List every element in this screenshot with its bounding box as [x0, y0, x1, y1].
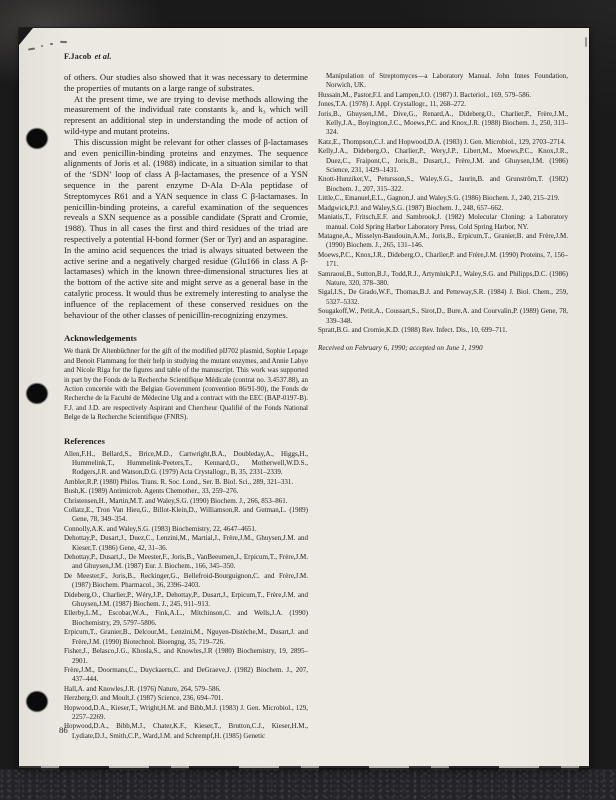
- reference-item: Matagne,A., Misselyn-Baudouin,A.M., Joris,B., Erpicum,T., Granier,B. and Frère,J.M. (1990) Biochem. J., 265, 131–146.: [318, 231, 568, 250]
- received-note: Received on February 6, 1990; accepted on June 1, 1990: [318, 344, 483, 353]
- reference-item: Dehottay,P., Dusart,J., De Meester,F., Joris,B., VanBeeumen,J., Erpicum,T., Frère,J.M. and Ghuysen,J.M. (1987) Eur. J. Biochem., 166, 345–350.: [64, 553, 308, 571]
- reference-item: Connolly,A.K. and Waley,S.G. (1983) Biochemistry, 22, 4647–4651.: [64, 524, 257, 533]
- running-head: [64, 52, 112, 61]
- reference-item: Bush,K. (1989) Antimicrob. Agents Chemother., 33, 259–276.: [64, 487, 239, 496]
- running-head-etal: et al.: [94, 52, 112, 61]
- scanner-background-texture: [0, 769, 616, 800]
- hole-punch: [27, 692, 47, 711]
- body-paragraph: of others. Our studies also showed that it was necessary to determine the properties of mutants on a large range of substrates.: [64, 72, 308, 93]
- acknowledgements-text: We thank Dr Altenbüchner for the gift of the modified pIJ702 plasmid, Sophie Lepage and Benoit Flammang for their help in studying the mutant enzymes, and Annie Labye and Nicole Riga for the figures and table of the manuscript. This work was supported in part by the Fonds de la Recherche Scientifique Médicale (contrat no. 3.4537.88), an Action concertée with the Belgian Government (convention 86/91-90), the Fonds de Recherche de la Faculté de Médecine Ulg and a contract with the EEC (BAP-0197-B). F.J. and J.D. are respectively Aspirant and Chercheur Qualifié of the Fonds National Belge de la Recherche Scientifique (FNRS).: [64, 347, 308, 422]
- references-list-right: [318, 72, 568, 335]
- reference-item: Dehottay,P., Dusart,J., Duez,C., Lenzini,M., Martial,J., Frère,J.M., Ghuysen,J.M. and Kieser,T. (1986) Gene, 42, 31–36.: [64, 534, 308, 552]
- reference-item: Fisher,J., Belasco,J.G., Khosla,S., and Knowles,J.R (1980) Biochemistry, 19, 2895–2901.: [64, 647, 308, 665]
- reference-item: Sigal,I.S., De Grado,W.F., Thomas,B.J. and Petteway,S.R. (1984) J. Biol. Chem., 259, 5327–5332.: [318, 288, 568, 306]
- reference-item: Katz,E., Thompson,C.J. and Hopwood,D.A. (1983) J. Gen. Microbiol., 129, 2703–2714.: [318, 137, 566, 146]
- acknowledgements-heading: Acknowledgements: [64, 333, 137, 344]
- reference-item: Knott-Hunziker,V., Petursson,S., Waley,S.G., Jaurin,B. and Grunström,T. (1982) Biochem. J., 207, 315–322.: [318, 175, 568, 193]
- reference-item: Kelly,J.A., Dideberg,O., Charlier,P., Wery,J.P., Libert,M., Moews,P.C., Knox,J.R., Duez,C., Fraipont,C., Joris,B., Dusart,J., Frère,J.M. and Ghuysen,J.M. (1986) Science, 231, 1429–1431.: [318, 147, 568, 175]
- body-text: [64, 72, 308, 320]
- reference-item: Maniatis,T., Fritsch,E.F. and Sambrook,J. (1982) Molecular Cloning: a Laboratory manual. Cold Spring Harbor Laboratory Press, Cold Spring Harbor, NY.: [318, 213, 568, 231]
- reference-item: Dideberg,O., Charlier,P., Wéry,J.P., Dehottay,P., Dusart,J., Erpicum,T., Frère,J.M. and Ghuysen,J.M. (1987) Biochem. J., 245, 911–913.: [64, 590, 308, 609]
- references-list-left: [64, 450, 308, 742]
- reference-item: Hall,A. and Knowles,J.R. (1976) Nature, 264, 579–586.: [64, 684, 221, 693]
- reference-item: Joris,B., Ghuysen,J.M., Dive,G., Renard,A., Dideberg,O., Charlier,P., Frère,J.M., Kelly,J.A., Boyington,J.C., Moews,P.C. and Knox,J.R. (1988) Biochem. J., 250, 313–324.: [318, 109, 568, 137]
- reference-item: Moews,P.C., Knox,J.R., Dideberg,O., Charlier,P. and Frère,J.M. (1990) Proteins, 7, 156–171.: [318, 250, 568, 269]
- reference-item: Allen,F.H., Bellard,S., Brice,M.D., Cartwright,B.A., Doubleday,A., Higgs,H., Hummelink,T., Hummelink-Peeters,T., Kennard,O., Motherwell,W.D.S., Rodgers,J.R. and Watson,D.G. (1979) Acta Crystallogr., B, 35, 2331–2339.: [64, 449, 308, 477]
- reference-item: Hopwood,D.A., Bibb,M.J., Chater,K.F., Kieser,T., Brutton,C.J., Kieser,H.M., Lydiate,D.J., Smith,C.P., Ward,J.M. and Schrempf,H. (1985) Genetic: [64, 722, 308, 740]
- reference-item: Hopwood,D.A., Kieser,T., Wright,H.M. and Bibb,M.J. (1983) J. Gen. Microbiol., 129, 2257–2269.: [64, 703, 308, 721]
- references-heading: References: [64, 435, 105, 446]
- reference-item: Spratt,B.G. and Cromie,K.D. (1988) Rev. Infect. Dis., 10, 699–711.: [318, 325, 508, 334]
- scan-smudge: [585, 37, 587, 47]
- body-paragraph: This discussion might be relevant for other classes of β-lactamases and even penicillin-binding proteins and enzymes. The sequence alignments of Joris et al. (1988) indicate, in a situation similar to that of the ‘SDN’ loop of class A β-lactamases, the presence of a YSN sequence in the parent enzyme D-Ala D-Ala peptidase of Streptomyces R61 and a YAN sequence in class C β-lactamases. In penicillin-binding proteins, a careful examination of the sequences reveals a SXN sequence as a possible candidate (Spratt and Cromie, 1988). Thus in all cases the first and third residues of the triad are respectively a potential H-bond former (Ser or Tyr) and an asparagine. In the amino acid sequences the triad is always situated between the active serine and a negatively charged residue (Glu166 in class A β-lactamases) which in the known three-dimensional structures lies at the bottom of the active site and might serve as a general base in the catalytic process. It would thus be extremely interesting to analyse the influence of the replacement of these conserved residues on the behaviour of the other classes of penicillin-recognizing enzymes.: [64, 136, 308, 320]
- reference-item: Collatz,E., Tron Van Hieu,G., Billot-Klein,D., Williamson,R. and Gutman,L. (1989) Gene, 78, 349–354.: [64, 506, 308, 524]
- page-corner-fold: [19, 28, 33, 45]
- reference-item: Frère,J.M., Doormans,C., Duyckaerts,C. and DeGraeve,J. (1982) Biochem. J., 207, 437–444.: [64, 665, 308, 684]
- reference-item: Samraoui,B., Sutton,B.J., Todd,R.J., Artymiuk,P.J., Waley,S.G. and Philipps,D.C. (1986) Nature, 320, 378–380.: [318, 269, 568, 287]
- hole-punch: [27, 129, 47, 148]
- reference-item: Herzberg,O. and Moult,J. (1987) Science, 236, 694–701.: [64, 694, 224, 703]
- reference-item: Jones,T.A. (1978) J. Appl. Crystallogr., 11, 268–272.: [318, 100, 466, 109]
- reference-item: Erpicum,T., Granier,B., Delcour,M., Lenzini,M., Nguyen-Distèche,M., Dusart,J. and Frère,J.M. (1990) Biotechnol. Bioengng, 35, 719–726.: [64, 628, 308, 646]
- page-number: 86: [59, 725, 68, 735]
- body-paragraph: At the present time, we are trying to devise methods allowing the measurement of the individual rate constants k₂ and k₃ which will represent an additional step in understanding the mode of action of wild-type and mutant proteins.: [64, 93, 308, 136]
- scanned-paper-page: [19, 28, 589, 768]
- reference-continuation: Manipulation of Streptomyces—a Laboratory Manual. John Innes Foundation, Norwich, UK.: [326, 72, 568, 90]
- left-column: [64, 72, 308, 741]
- reference-item: Hussain,M., Pastor,F.I. and Lampen,J.O. (1987) J. Bacteriol., 169, 579–586.: [318, 90, 532, 99]
- reference-item: Sougakoff,W., Petit,A., Coussart,S., Sirot,D., Bure,A. and Courvalin,P. (1989) Gene, 78, 339–348.: [318, 307, 568, 325]
- reference-item: Ellerby,L.M., Escobar,W.A., Fink,A.L., Mitchinson,C. and Wells,J.A. (1990) Biochemistry, 29, 5797–5806.: [64, 609, 308, 627]
- reference-item: Madgwick,P.J. and Waley,S.G. (1987) Biochem. J., 248, 657–662.: [318, 203, 504, 212]
- right-column: [318, 72, 568, 354]
- reference-item: Christensen,H., Martin,M.T. and Waley,S.G. (1990) Biochem. J., 266, 853–861.: [64, 496, 288, 505]
- reference-item: Little,C., Emanuel,E.L., Gagnon,J. and Waley,S.G. (1986) Biochem. J., 240, 215–219.: [318, 194, 560, 203]
- reference-item: Ambler,R.P. (1980) Philos. Trans. R. Soc. Lond., Ser. B. Biol. Sci., 289, 321–331.: [64, 477, 294, 486]
- running-head-author: F.Jacob: [64, 52, 92, 61]
- hole-punch: [27, 384, 47, 403]
- reference-item: De Meester,F., Joris,B., Reckinger,G., Bellefroid-Bourguignon,C. and Frère,J.M. (1987) Biochem. Pharmacol., 36, 2396–2403.: [64, 571, 308, 590]
